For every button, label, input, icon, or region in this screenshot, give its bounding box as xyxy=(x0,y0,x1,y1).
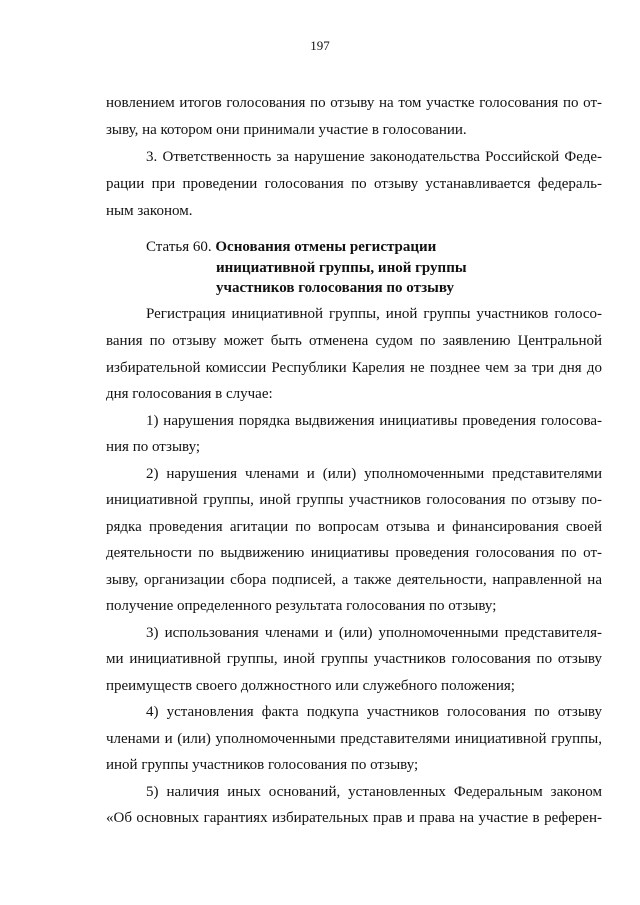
article-title-line: инициативной группы, иной группы xyxy=(216,260,467,276)
article-title-line: Основания отмены регистрации xyxy=(215,239,437,255)
text-line: дня голосования в случае: xyxy=(106,386,273,402)
text-line: деятельности по выдвижению инициативы проведения голосования по от- xyxy=(106,545,602,561)
article-title-line: участников голосования по отзыву xyxy=(216,280,454,296)
text-line: ния по отзыву; xyxy=(106,439,201,455)
text-line: ным законом. xyxy=(106,203,193,219)
page-number: 197 xyxy=(310,38,330,53)
text-line: 3. Ответственность за нарушение законодательства Российской Феде- xyxy=(146,149,602,165)
text-line: «Об основных гарантиях избирательных прав и права на участие в референ- xyxy=(106,810,602,826)
text-line: преимуществ своего должностного или служебного положения; xyxy=(106,678,515,694)
text-line: 3) использования членами и (или) уполномоченными представителя- xyxy=(146,625,602,641)
text-line: рядка проведения агитации по вопросам отзыва и финансирования своей xyxy=(106,519,602,535)
text-line: 5) наличия иных оснований, установленных Федеральным законом xyxy=(146,784,602,800)
text-line: инициативной группы, иной группы участников голосования по отзыву по- xyxy=(106,492,602,508)
text-line: 1) нарушения порядка выдвижения инициативы проведения голосова- xyxy=(146,413,602,429)
text-line: избирательной комиссии Республики Карелия не позднее чем за три дня до xyxy=(106,360,602,376)
text-line: рации при проведении голосования по отзыву устанавливается федераль- xyxy=(106,176,602,192)
text-line: получение определенного результата голосования по отзыву; xyxy=(106,598,497,614)
text-line: 2) нарушения членами и (или) уполномоченными представителями xyxy=(146,466,602,482)
text-line: Регистрация инициативной группы, иной группы участников голосо- xyxy=(146,306,602,322)
text-line: ми инициативной группы, иной группы участников голосования по отзыву xyxy=(106,651,602,667)
text-line: вания по отзыву может быть отменена судом по заявлению Центральной xyxy=(106,333,602,349)
text-line: иной группы участников голосования по отзыву; xyxy=(106,757,419,773)
article-label: Статья 60. xyxy=(146,239,212,255)
text-line: новлением итогов голосования по отзыву на том участке голосования по от- xyxy=(106,95,602,111)
text-line: зыву, организации сбора подписей, а также деятельности, направленной на xyxy=(106,572,602,588)
text-line: членами и (или) уполномоченными представителями инициативной группы, xyxy=(106,731,602,747)
text-line: 4) установления факта подкупа участников голосования по отзыву xyxy=(146,704,602,720)
text-line: зыву, на котором они принимали участие в голосовании. xyxy=(106,122,467,138)
